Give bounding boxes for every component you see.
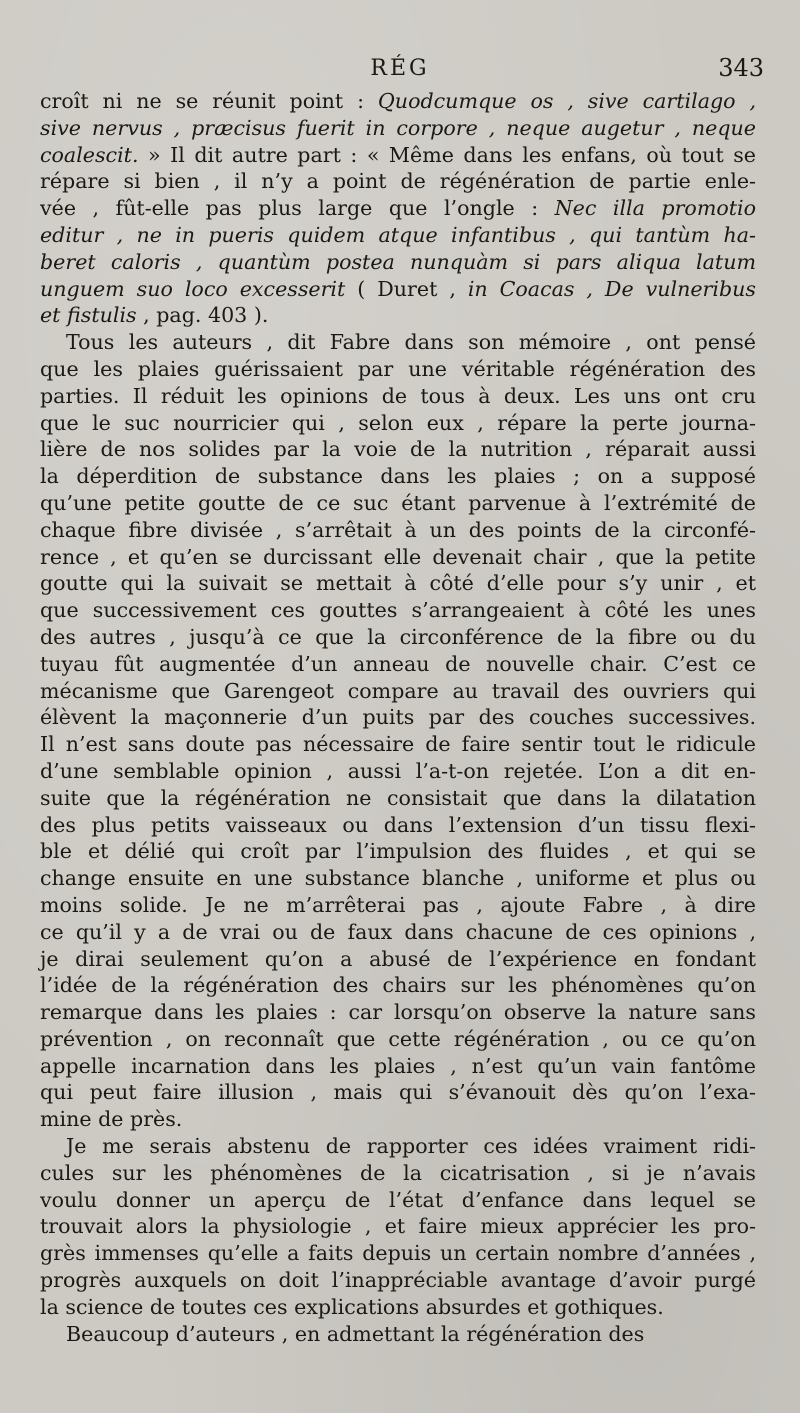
text-line bbox=[40, 329, 756, 356]
text-line bbox=[40, 865, 756, 892]
text-line bbox=[40, 624, 756, 651]
page-header bbox=[0, 52, 800, 86]
text-line bbox=[40, 1187, 756, 1214]
text-line bbox=[40, 946, 756, 973]
text-span: suite que la régénération ne consistait que dans la dilatation bbox=[40, 785, 756, 810]
italic-text: in Coacas , De vulneribus bbox=[467, 276, 756, 301]
text-line bbox=[40, 1106, 756, 1133]
paragraph bbox=[40, 88, 756, 329]
italic-text: unguem suo loco excesserit bbox=[40, 276, 346, 301]
text-span: ( Duret , bbox=[345, 276, 468, 301]
text-span: que successivement ces gouttes s’arrangeaient à côté les unes bbox=[40, 598, 756, 623]
text-line bbox=[40, 651, 756, 678]
text-span: mine de près. bbox=[40, 1107, 183, 1132]
text-span: , pag. 403 ). bbox=[136, 303, 269, 328]
text-line bbox=[40, 785, 756, 812]
text-span: que les plaies guérissaient par une véritable régénération des bbox=[40, 356, 756, 381]
text-line bbox=[40, 115, 756, 142]
text-span: Je me serais abstenu de rapporter ces idées vraiment ridi- bbox=[66, 1134, 756, 1159]
text-span: grès immenses qu’elle a faits depuis un certain nombre d’années , bbox=[40, 1241, 756, 1266]
text-line bbox=[40, 222, 756, 249]
text-line bbox=[40, 249, 756, 276]
text-span: progrès auxquels on doit l’inappréciable avantage d’avoir purgé bbox=[40, 1268, 756, 1293]
text-line bbox=[40, 1053, 756, 1080]
text-span: parties. Il réduit les opinions de tous à deux. Les uns ont cru bbox=[40, 383, 756, 408]
text-line bbox=[40, 195, 756, 222]
text-span: des plus petits vaisseaux ou dans l’extension d’un tissu flexi- bbox=[40, 812, 756, 837]
text-line bbox=[40, 704, 756, 731]
italic-text: et fistulis bbox=[40, 303, 137, 328]
italic-text: sive nervus , præcisus fuerit in corpore , neque augetur , neque bbox=[40, 115, 756, 140]
italic-text: Quodcumque os , sive cartilago , bbox=[377, 89, 756, 113]
text-span: chaque fibre divisée , s’arrêtait à un des points de la circonfé- bbox=[40, 517, 756, 542]
text-span: goutte qui la suivait se mettait à côté d’elle pour s’y unir , et bbox=[40, 571, 756, 596]
paragraph bbox=[40, 329, 756, 1133]
text-line bbox=[40, 436, 756, 463]
text-line bbox=[40, 597, 756, 624]
italic-text: editur , ne in pueris quidem atque infantibus , qui tantùm ha- bbox=[40, 222, 756, 247]
text-line bbox=[40, 838, 756, 865]
text-span: ce qu’il y a de vrai ou de faux dans chacune de ces opinions , bbox=[40, 919, 756, 944]
text-span: des autres , jusqu’à ce que la circonférence de la fibre ou du bbox=[40, 624, 756, 649]
text-line bbox=[40, 1321, 756, 1348]
text-span: Il n’est sans doute pas nécessaire de faire sentir tout le ridicule bbox=[40, 732, 756, 757]
text-span: trouvait alors la physiologie , et faire mieux apprécier les pro- bbox=[40, 1214, 756, 1239]
text-line bbox=[40, 1294, 756, 1321]
text-line bbox=[40, 383, 756, 410]
text-line bbox=[40, 168, 756, 195]
text-line bbox=[40, 999, 756, 1026]
text-line bbox=[40, 678, 756, 705]
text-line bbox=[40, 1079, 756, 1106]
text-line bbox=[40, 142, 756, 169]
text-line bbox=[40, 892, 756, 919]
text-line bbox=[40, 1026, 756, 1053]
text-span: prévention , on reconnaît que cette régénération , ou ce qu’on bbox=[40, 1026, 756, 1051]
text-line bbox=[40, 302, 756, 329]
text-span: qui peut faire illusion , mais qui s’évanouit dès qu’on l’exa- bbox=[40, 1080, 756, 1105]
text-line bbox=[40, 410, 756, 437]
text-line bbox=[40, 1240, 756, 1267]
text-span: appelle incarnation dans les plaies , n’est qu’un vain fantôme bbox=[40, 1053, 756, 1078]
text-line bbox=[40, 1160, 756, 1187]
text-span: rence , et qu’en se durcissant elle devenait chair , que la petite bbox=[40, 544, 756, 569]
body-text bbox=[40, 88, 756, 1347]
text-line bbox=[40, 276, 756, 303]
text-span: croît ni ne se réunit point : bbox=[40, 89, 378, 113]
text-line bbox=[40, 1133, 756, 1160]
text-span: la déperdition de substance dans les plaies ; on a supposé bbox=[40, 464, 756, 489]
text-span: répare si bien , il n’y a point de régénération de partie enle- bbox=[40, 169, 756, 194]
text-span: l’idée de la régénération des chairs sur les phénomènes qu’on bbox=[40, 973, 756, 998]
italic-text: Nec illa promotio bbox=[554, 196, 757, 221]
text-line bbox=[40, 463, 756, 490]
text-line bbox=[40, 88, 756, 115]
text-span: voulu donner un aperçu de l’état d’enfance dans lequel se bbox=[40, 1187, 756, 1212]
text-line bbox=[40, 490, 756, 517]
text-span: d’une semblable opinion , aussi l’a-t-on rejetée. L’on a dit en- bbox=[40, 758, 756, 783]
text-span: je dirai seulement qu’on a abusé de l’expérience en fondant bbox=[40, 946, 756, 971]
text-line bbox=[40, 758, 756, 785]
text-span: la science de toutes ces explications absurdes et gothiques. bbox=[40, 1294, 664, 1319]
text-line bbox=[40, 570, 756, 597]
text-line bbox=[40, 731, 756, 758]
text-span: tuyau fût augmentée d’un anneau de nouvelle chair. C’est ce bbox=[40, 651, 756, 676]
text-line bbox=[40, 517, 756, 544]
text-line bbox=[40, 812, 756, 839]
text-span: change ensuite en une substance blanche , uniforme et plus ou bbox=[40, 866, 756, 891]
text-span: qu’une petite goutte de ce suc étant parvenue à l’extrémité de bbox=[40, 490, 756, 515]
text-span: lière de nos solides par la voie de la nutrition , réparait aussi bbox=[40, 437, 756, 462]
paragraph bbox=[40, 1321, 756, 1348]
text-span: » Il dit autre part : « Même dans les enfans, où tout se bbox=[138, 142, 756, 167]
text-span: Beaucoup d’auteurs , en admettant la régénération des bbox=[66, 1321, 645, 1346]
text-span: élèvent la maçonnerie d’un puits par des couches successives. bbox=[40, 705, 756, 730]
text-span: remarque dans les plaies : car lorsqu’on observe la nature sans bbox=[40, 1000, 756, 1025]
text-span: que le suc nourricier qui , selon eux , répare la perte journa- bbox=[40, 410, 756, 435]
page-number: 343 bbox=[718, 54, 764, 82]
running-head: RÉG bbox=[370, 56, 430, 81]
text-line bbox=[40, 972, 756, 999]
text-span: Tous les auteurs , dit Fabre dans son mémoire , ont pensé bbox=[66, 330, 756, 355]
text-span: cules sur les phénomènes de la cicatrisation , si je n’avais bbox=[40, 1160, 756, 1185]
text-span: ble et délié qui croît par l’impulsion des fluides , et qui se bbox=[40, 839, 756, 864]
text-line bbox=[40, 356, 756, 383]
text-line bbox=[40, 1213, 756, 1240]
text-span: mécanisme que Garengeot compare au travail des ouvriers qui bbox=[40, 678, 756, 703]
italic-text: coalescit. bbox=[40, 142, 139, 167]
text-span: moins solide. Je ne m’arrêterai pas , ajoute Fabre , à dire bbox=[40, 892, 756, 917]
text-line bbox=[40, 919, 756, 946]
text-span: vée , fût-elle pas plus large que l’ongle : bbox=[40, 196, 555, 221]
italic-text: beret caloris , quantùm postea nunquàm si pars aliqua latum bbox=[40, 249, 756, 274]
text-line bbox=[40, 544, 756, 571]
paragraph bbox=[40, 1133, 756, 1321]
text-line bbox=[40, 1267, 756, 1294]
